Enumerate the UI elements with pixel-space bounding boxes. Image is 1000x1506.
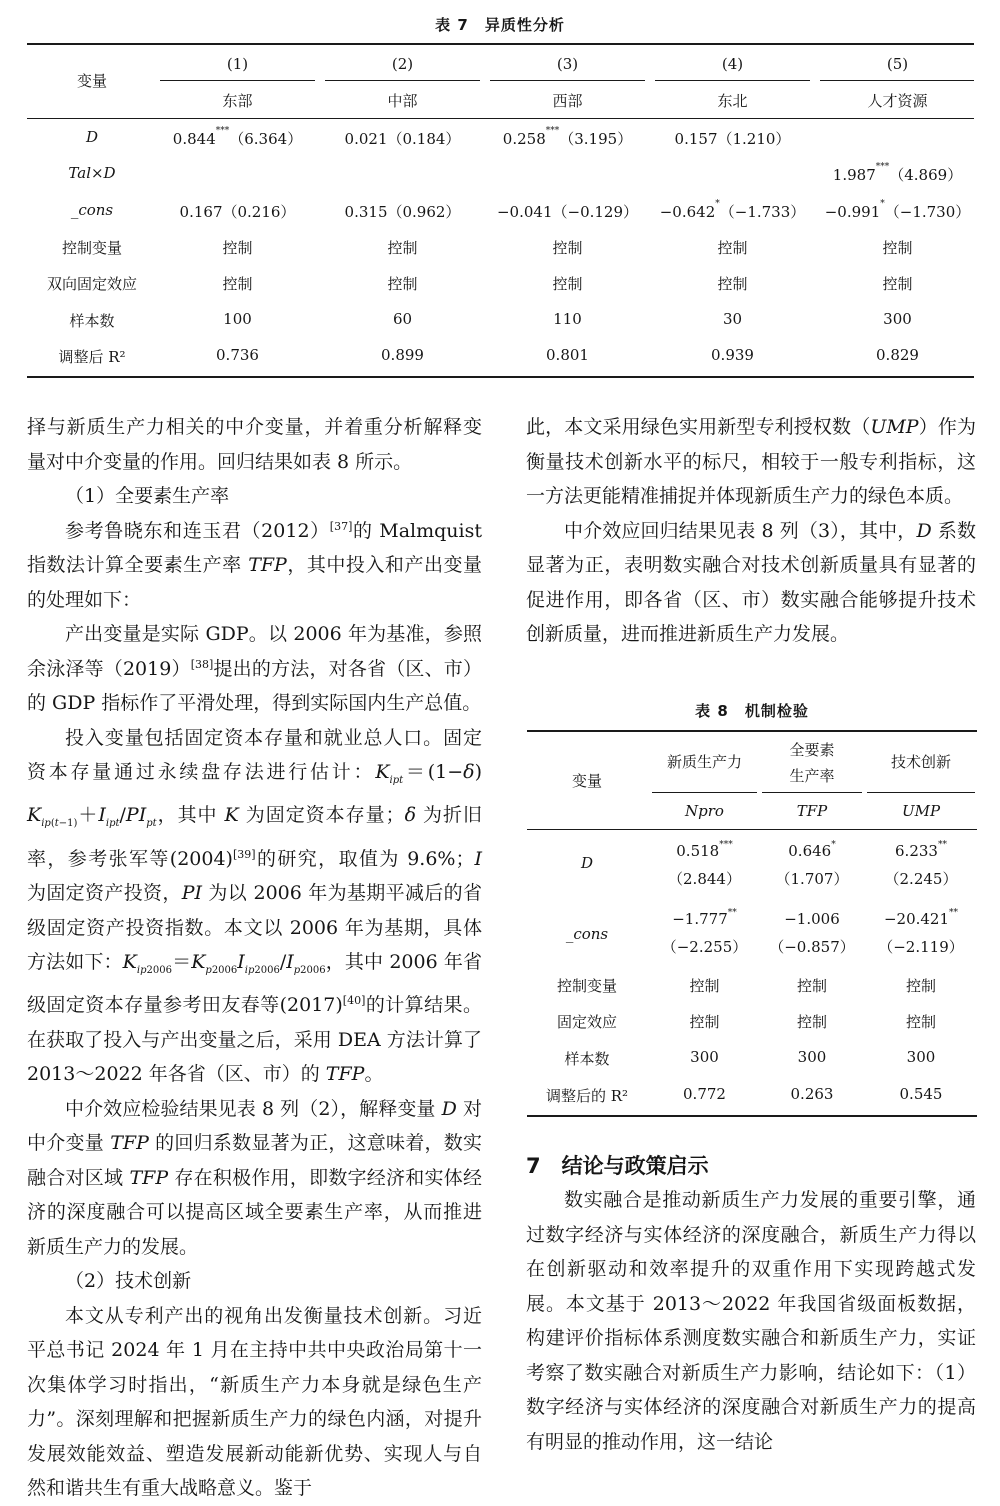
left-column — [27, 410, 482, 1506]
table7-cell: 60 — [392, 310, 413, 328]
table8-symbol: UMP — [901, 802, 941, 820]
table8-row-label: 调整后的 R² — [545, 1087, 629, 1105]
table8-cell: 6.233** — [895, 840, 947, 860]
table8-cell: −20.421** — [883, 908, 959, 928]
right-column-bottom — [526, 1183, 976, 1459]
table8-var-header: 变量 — [571, 772, 602, 790]
table8-cell: −1.006 — [784, 910, 840, 928]
table7-cell: −0.991*（−1.730） — [824, 199, 971, 221]
table8-cell: 0.772 — [683, 1085, 726, 1103]
table7-top-rule — [27, 43, 974, 45]
table7-cell: 0.844***（6.364） — [172, 126, 303, 148]
table8-caption: 表 8 机制检验 — [695, 702, 809, 720]
subheading-tfp: （1）全要素生产率 — [65, 485, 230, 507]
paragraph: 数实融合是推动新质生产力发展的重要引擎，通过数字经济与实体经济的深度融合，新质生产力得以在创新驱动和效率提升的双重作用下实现跨越式发展。本文基于 2013～2022 年我国省级面板数据，构建评价指标体系测度数实融合和新质生产力，实证考察了数实融合对新质生产力影响，结论如下：（1）数字经济与实体经济的深度融合对新质生产力的提高有明显的推动作用，这一结论 — [526, 1189, 976, 1453]
table8-cell: 控制 — [905, 977, 936, 995]
table7-row-label: 样本数 — [69, 312, 115, 330]
table8-cell: 控制 — [689, 977, 720, 995]
table8-row-label: 样本数 — [564, 1050, 610, 1068]
table7-cell: 控制 — [552, 239, 583, 257]
table8-cell: （−2.119） — [878, 938, 964, 956]
table7-row-label: D — [85, 128, 99, 146]
table8-cell: 0.263 — [790, 1085, 834, 1103]
table7-cell: 0.258***（3.195） — [502, 126, 633, 148]
table7-cell: 0.899 — [381, 346, 424, 364]
right-column-top — [526, 410, 976, 652]
table7-bottom-rule — [27, 376, 974, 378]
table8-colname: 新质生产力 — [666, 753, 742, 771]
table8-cell: （1.707） — [775, 870, 849, 888]
table7-header-rule — [160, 80, 315, 81]
table7-cell: 控制 — [552, 275, 583, 293]
table7-cell: 0.939 — [711, 346, 754, 364]
table8-cell: 300 — [690, 1048, 719, 1066]
paragraph: 参考鲁晓东和连玉君（2012）[37]的 Malmquist 指数法计算全要素生产率 TFP，其中投入和产出变量的处理如下： — [27, 519, 483, 611]
table7-header-rule — [655, 80, 810, 81]
table7-cell: 1.987***（4.869） — [832, 162, 963, 184]
paragraph: 本文从专利产出的视角出发衡量技术创新。习近平总书记 2024 年 1 月在主持中共中央政治局第十一次集体学习时指出，“新质生产力本身就是绿色生产力”。深刻理解和把握新质生产力的绿色内涵，对提升发展效能效益、塑造发展新动能新优势、实现人与自然和谐共生有重大战略意义。鉴于 — [27, 1304, 482, 1500]
table8-bottom-rule — [527, 1115, 977, 1117]
table7-colname: 西部 — [552, 92, 583, 110]
table7-cell: 30 — [722, 310, 743, 328]
table8-cell: 300 — [797, 1048, 827, 1066]
table7-colname: 人才资源 — [867, 92, 928, 110]
paragraph: 择与新质生产力相关的中介变量，并着重分析解释变量对中介变量的作用。回归结果如表 8 所示。 — [27, 416, 482, 473]
subheading-innovation: （2）技术创新 — [65, 1270, 192, 1293]
table7-cell: 0.157（1.210） — [674, 130, 791, 148]
table7-cell: 0.315（0.962） — [344, 203, 461, 221]
table8-row-label: D — [580, 854, 594, 872]
table7-cell: 0.736 — [216, 346, 259, 364]
table7-colname: 中部 — [387, 92, 418, 110]
table8-colname: 技术创新 — [890, 753, 951, 771]
table8-header-rule — [762, 792, 862, 793]
table7-row-label: _cons — [70, 201, 114, 219]
table7-caption: 表 7 异质性分析 — [435, 16, 565, 34]
paragraph: 投入变量包括固定资本存量和就业总人口。固定资本存量通过永续盘存法进行估计：$K_{ipt}=(1-\delta)$ $K_{ip(t-1)}+I_{ipt}/PI_{pt}$，其中 K 为固定资本存量；δ 为折旧率，参考张军等(2004)[39]的研究，取值为 9.6%；I 为固定资产投资，PI 为以 2006 年为基期平减后的省级固定资产投资指数。本文以 2006 年为基期，具体方法如下：$K_{ip2006}=K_{p2006}I_{ip2006}/I_{p2006}$，其中 2006 年省级固定资本存量参考田友春等(2017)[40]的计算结果。在获取了投入与产出变量之后，采用 DEA 方法计算了 2013～2022 年各省（区、市）的 TFP。 — [27, 726, 482, 1086]
table7-cell: 控制 — [882, 275, 913, 293]
table8-row-label: 控制变量 — [556, 977, 617, 995]
table7-colnum: (4) — [721, 55, 744, 73]
table8-cell: 控制 — [796, 977, 827, 995]
table8-cell: 300 — [906, 1048, 936, 1066]
paragraph: 中介效应回归结果见表 8 列（3），其中，D 系数显著为正，表明数实融合对技术创新质量具有显著的促进作用，即各省（区、市）数实融合能够提升技术创新质量，进而推进新质生产力发展。 — [526, 519, 976, 645]
table7-row-label: 调整后 R² — [58, 348, 126, 366]
table8-cell: 0.646* — [788, 840, 836, 860]
table8-cell: （−0.857） — [769, 938, 855, 956]
paragraph: 此，本文采用绿色实用新型专利授权数（UMP）作为衡量技术创新水平的标尺，相较于一般专利指标，这一方法更能精准捕捉并体现新质生产力的绿色本质。 — [526, 416, 976, 507]
table7-cell: 100 — [223, 310, 252, 328]
table7-cell: 控制 — [882, 239, 913, 257]
table7-header-rule — [490, 80, 645, 81]
table7-cell: −0.642*（−1.733） — [659, 199, 806, 221]
table8-top-rule — [527, 730, 977, 732]
table8-symbol: Npro — [685, 802, 724, 820]
paragraph: 产出变量是实际 GDP。以 2006 年为基准，参照余泳泽等（2019）[38]提出的方法，对各省（区、市）的 GDP 指标作了平滑处理，得到实际国内生产总值。 — [27, 623, 482, 714]
table7-row-label: 双向固定效应 — [46, 275, 137, 293]
table8-cell: 0.518*** — [676, 840, 733, 860]
table7-colnum: (2) — [391, 55, 414, 73]
table7-cell: 0.829 — [876, 346, 919, 364]
section-heading: 7 结论与政策启示 — [526, 1154, 709, 1178]
table8-cell: （−2.255） — [661, 938, 748, 956]
table7-header-rule — [820, 80, 974, 81]
table8-colname: 全要素 生产率 — [789, 741, 835, 785]
table7-cell: 0.021（0.184） — [344, 130, 461, 148]
table7-cell: 控制 — [717, 275, 748, 293]
table7-header-rule — [325, 80, 480, 81]
table7-colnum: (5) — [886, 55, 909, 73]
table8-symbol: TFP — [796, 802, 828, 820]
table7-cell: 控制 — [387, 275, 418, 293]
table7-cell: 110 — [553, 310, 582, 328]
table8-cell: 控制 — [905, 1013, 936, 1031]
table8-cell: （2.245） — [884, 870, 958, 888]
table8-cell: 控制 — [689, 1013, 720, 1031]
table8-cell: −1.777** — [672, 908, 737, 928]
table8-mid-rule — [527, 829, 977, 830]
table7-cell: 控制 — [222, 275, 253, 293]
table7-colnum: (1) — [226, 55, 249, 73]
table8-cell: 控制 — [796, 1013, 827, 1031]
table7-cell: 0.801 — [546, 346, 589, 364]
table7-row-label: 控制变量 — [61, 239, 122, 257]
table8-cell: （2.844） — [668, 870, 741, 888]
table7-colname: 东部 — [222, 92, 253, 110]
table8-header-rule — [867, 792, 975, 793]
table7-colnum: (3) — [556, 55, 579, 73]
table8-header-rule — [652, 792, 757, 793]
table7-cell: 控制 — [222, 239, 253, 257]
table7-colname: 东北 — [717, 92, 748, 110]
table7-cell: −0.041（−0.129） — [496, 203, 639, 221]
table7-cell: 控制 — [387, 239, 418, 257]
table8-row-label: 固定效应 — [556, 1013, 617, 1031]
table7-var-header: 变量 — [76, 72, 107, 90]
table8-row-label: _cons — [565, 925, 609, 943]
table8-cell: 0.545 — [899, 1085, 943, 1103]
table7-cell: 控制 — [717, 239, 748, 257]
table7-row-label: Tal×D — [68, 164, 116, 182]
table7-mid-rule — [27, 118, 974, 119]
table7-cell: 0.167（0.216） — [179, 203, 296, 221]
table7-cell: 300 — [883, 310, 912, 328]
paragraph: 中介效应检验结果见表 8 列（2），解释变量 D 对中介变量 TFP 的回归系数显著为正，这意味着，数实融合对区域 TFP 存在积极作用，即数字经济和实体经济的深度融合可以提高区域全要素生产率，从而推进新质生产力的发展。 — [27, 1097, 483, 1258]
